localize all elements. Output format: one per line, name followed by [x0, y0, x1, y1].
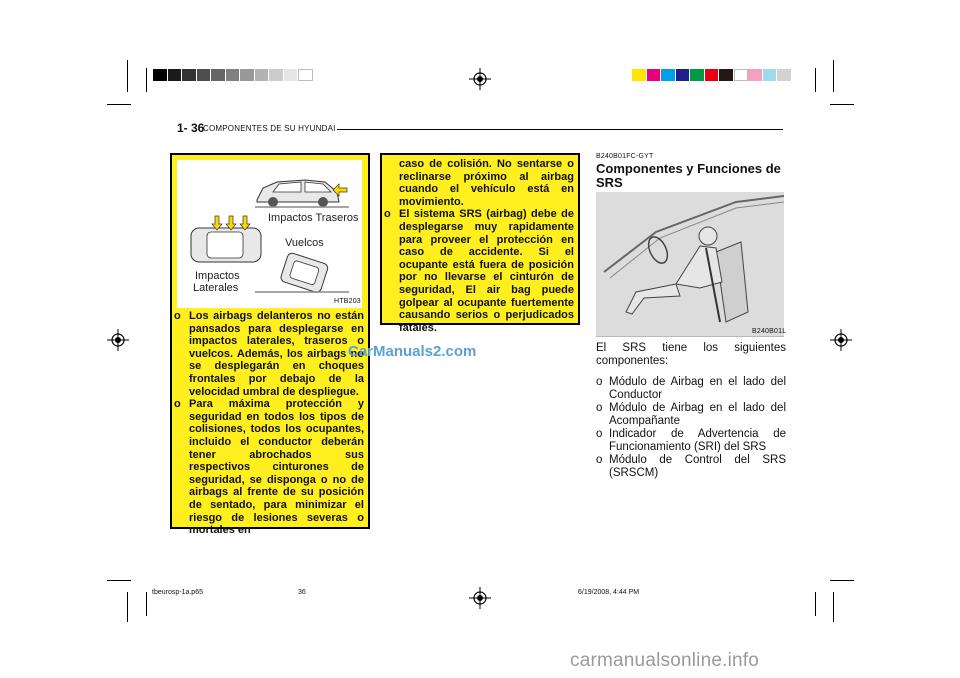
footer-file: tbeurosp-1a.p65 [152, 589, 203, 596]
crop-mark [815, 592, 816, 616]
crop-mark [107, 104, 131, 105]
process-color-bar [632, 69, 792, 81]
color-swatch [661, 69, 676, 81]
color-swatch [226, 69, 241, 81]
color-swatch [197, 69, 212, 81]
label-side-impacts-1: Impactos [195, 270, 240, 282]
crop-mark [830, 104, 854, 105]
header-rule [337, 129, 783, 130]
label-rollover: Vuelcos [285, 237, 324, 249]
crop-mark [127, 60, 128, 92]
warning-item [174, 398, 364, 537]
color-swatch [632, 69, 647, 81]
section-title: COMPONENTES DE SU HYUNDAI [203, 124, 336, 133]
crop-mark [815, 68, 816, 92]
label-side-impacts-2: Laterales [193, 282, 239, 294]
components-intro: El SRS tiene los siguientes componentes: [596, 342, 786, 367]
color-swatch [734, 69, 749, 81]
illustration-code: HTB203 [334, 298, 361, 305]
footer-page: 36 [298, 589, 306, 596]
section-heading: Componentes y Funciones de SRS [596, 161, 781, 190]
grayscale-color-bar [153, 69, 313, 81]
color-swatch [719, 69, 734, 81]
crop-mark [146, 68, 147, 92]
component-item [596, 428, 786, 454]
bullet-marker: o [596, 454, 603, 466]
color-swatch [647, 69, 662, 81]
watermark-bottom: carmanualsonline.info [570, 650, 760, 671]
list-item-text: Para máxima protección y seguridad en todos los tipos de colisiones, todos los ocupantes, incluido el conductor deberán tener abrochados sus respectivos cinturones de seguridad, se disponga o no de airbags al frente de su posición de sentado, para minimizar el riesgo de lesiones severas o mortales en [189, 398, 364, 537]
component-item [596, 376, 786, 402]
crop-mark [107, 580, 131, 581]
reference-code: B240B01FC-GYT [596, 153, 654, 160]
bullet-marker: o [384, 208, 391, 221]
color-swatch [705, 69, 720, 81]
driver-airbag-icon [596, 192, 787, 337]
bullet-marker: o [596, 376, 603, 388]
photo-code: B240B01L [752, 328, 787, 335]
registration-target-icon [830, 329, 852, 351]
color-swatch [690, 69, 705, 81]
list-item-text: Módulo de Airbag en el lado del Conductor [609, 376, 786, 401]
color-swatch [269, 69, 284, 81]
srs-driver-illustration [596, 192, 787, 337]
list-item-text: Los airbags delanteros no están pansados para desplegarse en impactos laterales, traseros o vuelcos. Además, los airbags no se desplegarán en choques frontales por debajo de la velocidad umbral de despliegue. [189, 310, 364, 398]
middle-warning-text [384, 158, 574, 334]
list-item-text: El sistema SRS (airbag) debe de desplegarse muy rapidamente para proveer el protección en caso de accidente. Si el ocupante está fuera de posición por no llevarse el cinturón de seguridad, El air bag puede golpear al ocupante fuertemente causando serios o perjudicados fatales. [399, 208, 574, 334]
component-item [596, 454, 786, 480]
page-number: 1- 36 [177, 121, 205, 135]
left-warning-text [174, 310, 364, 537]
crop-mark [146, 592, 147, 616]
color-swatch [182, 69, 197, 81]
warning-item [174, 310, 364, 398]
crop-mark [833, 60, 834, 92]
color-swatch [153, 69, 168, 81]
label-rear-impacts: Impactos Traseros [268, 212, 359, 224]
list-item-text: Indicador de Advertencia de Funcionamiento (SRI) del SRS [609, 428, 786, 453]
list-item-text: Módulo de Control del SRS (SRSCM) [609, 454, 786, 479]
bullet-marker: o [174, 310, 181, 322]
warning-continuation: caso de colisión. No sentarse o reclinarse próximo al airbag cuando el vehículo está en movimiento. [399, 158, 574, 208]
bullet-marker: o [596, 402, 603, 414]
color-swatch [763, 69, 778, 81]
footer-timestamp: 6/19/2008, 4:44 PM [578, 589, 640, 596]
color-swatch [298, 69, 313, 81]
components-description [596, 342, 786, 480]
bullet-marker: o [174, 398, 181, 411]
registration-target-icon [469, 68, 491, 90]
crop-mark [833, 592, 834, 622]
color-swatch [284, 69, 299, 81]
registration-target-icon [469, 587, 491, 609]
component-item [596, 402, 786, 428]
warning-item [384, 208, 574, 334]
color-swatch [676, 69, 691, 81]
color-swatch [211, 69, 226, 81]
crop-mark [127, 592, 128, 622]
watermark-overlay: CarManuals2.com [348, 343, 477, 360]
bullet-marker: o [596, 428, 603, 440]
registration-target-icon [107, 329, 129, 351]
color-swatch [255, 69, 270, 81]
crop-mark [830, 580, 854, 581]
color-swatch [748, 69, 763, 81]
color-swatch [168, 69, 183, 81]
impact-types-illustration [177, 160, 362, 308]
color-swatch [240, 69, 255, 81]
color-swatch [777, 69, 792, 81]
list-item-text: Módulo de Airbag en el lado del Acompañante [609, 402, 786, 427]
